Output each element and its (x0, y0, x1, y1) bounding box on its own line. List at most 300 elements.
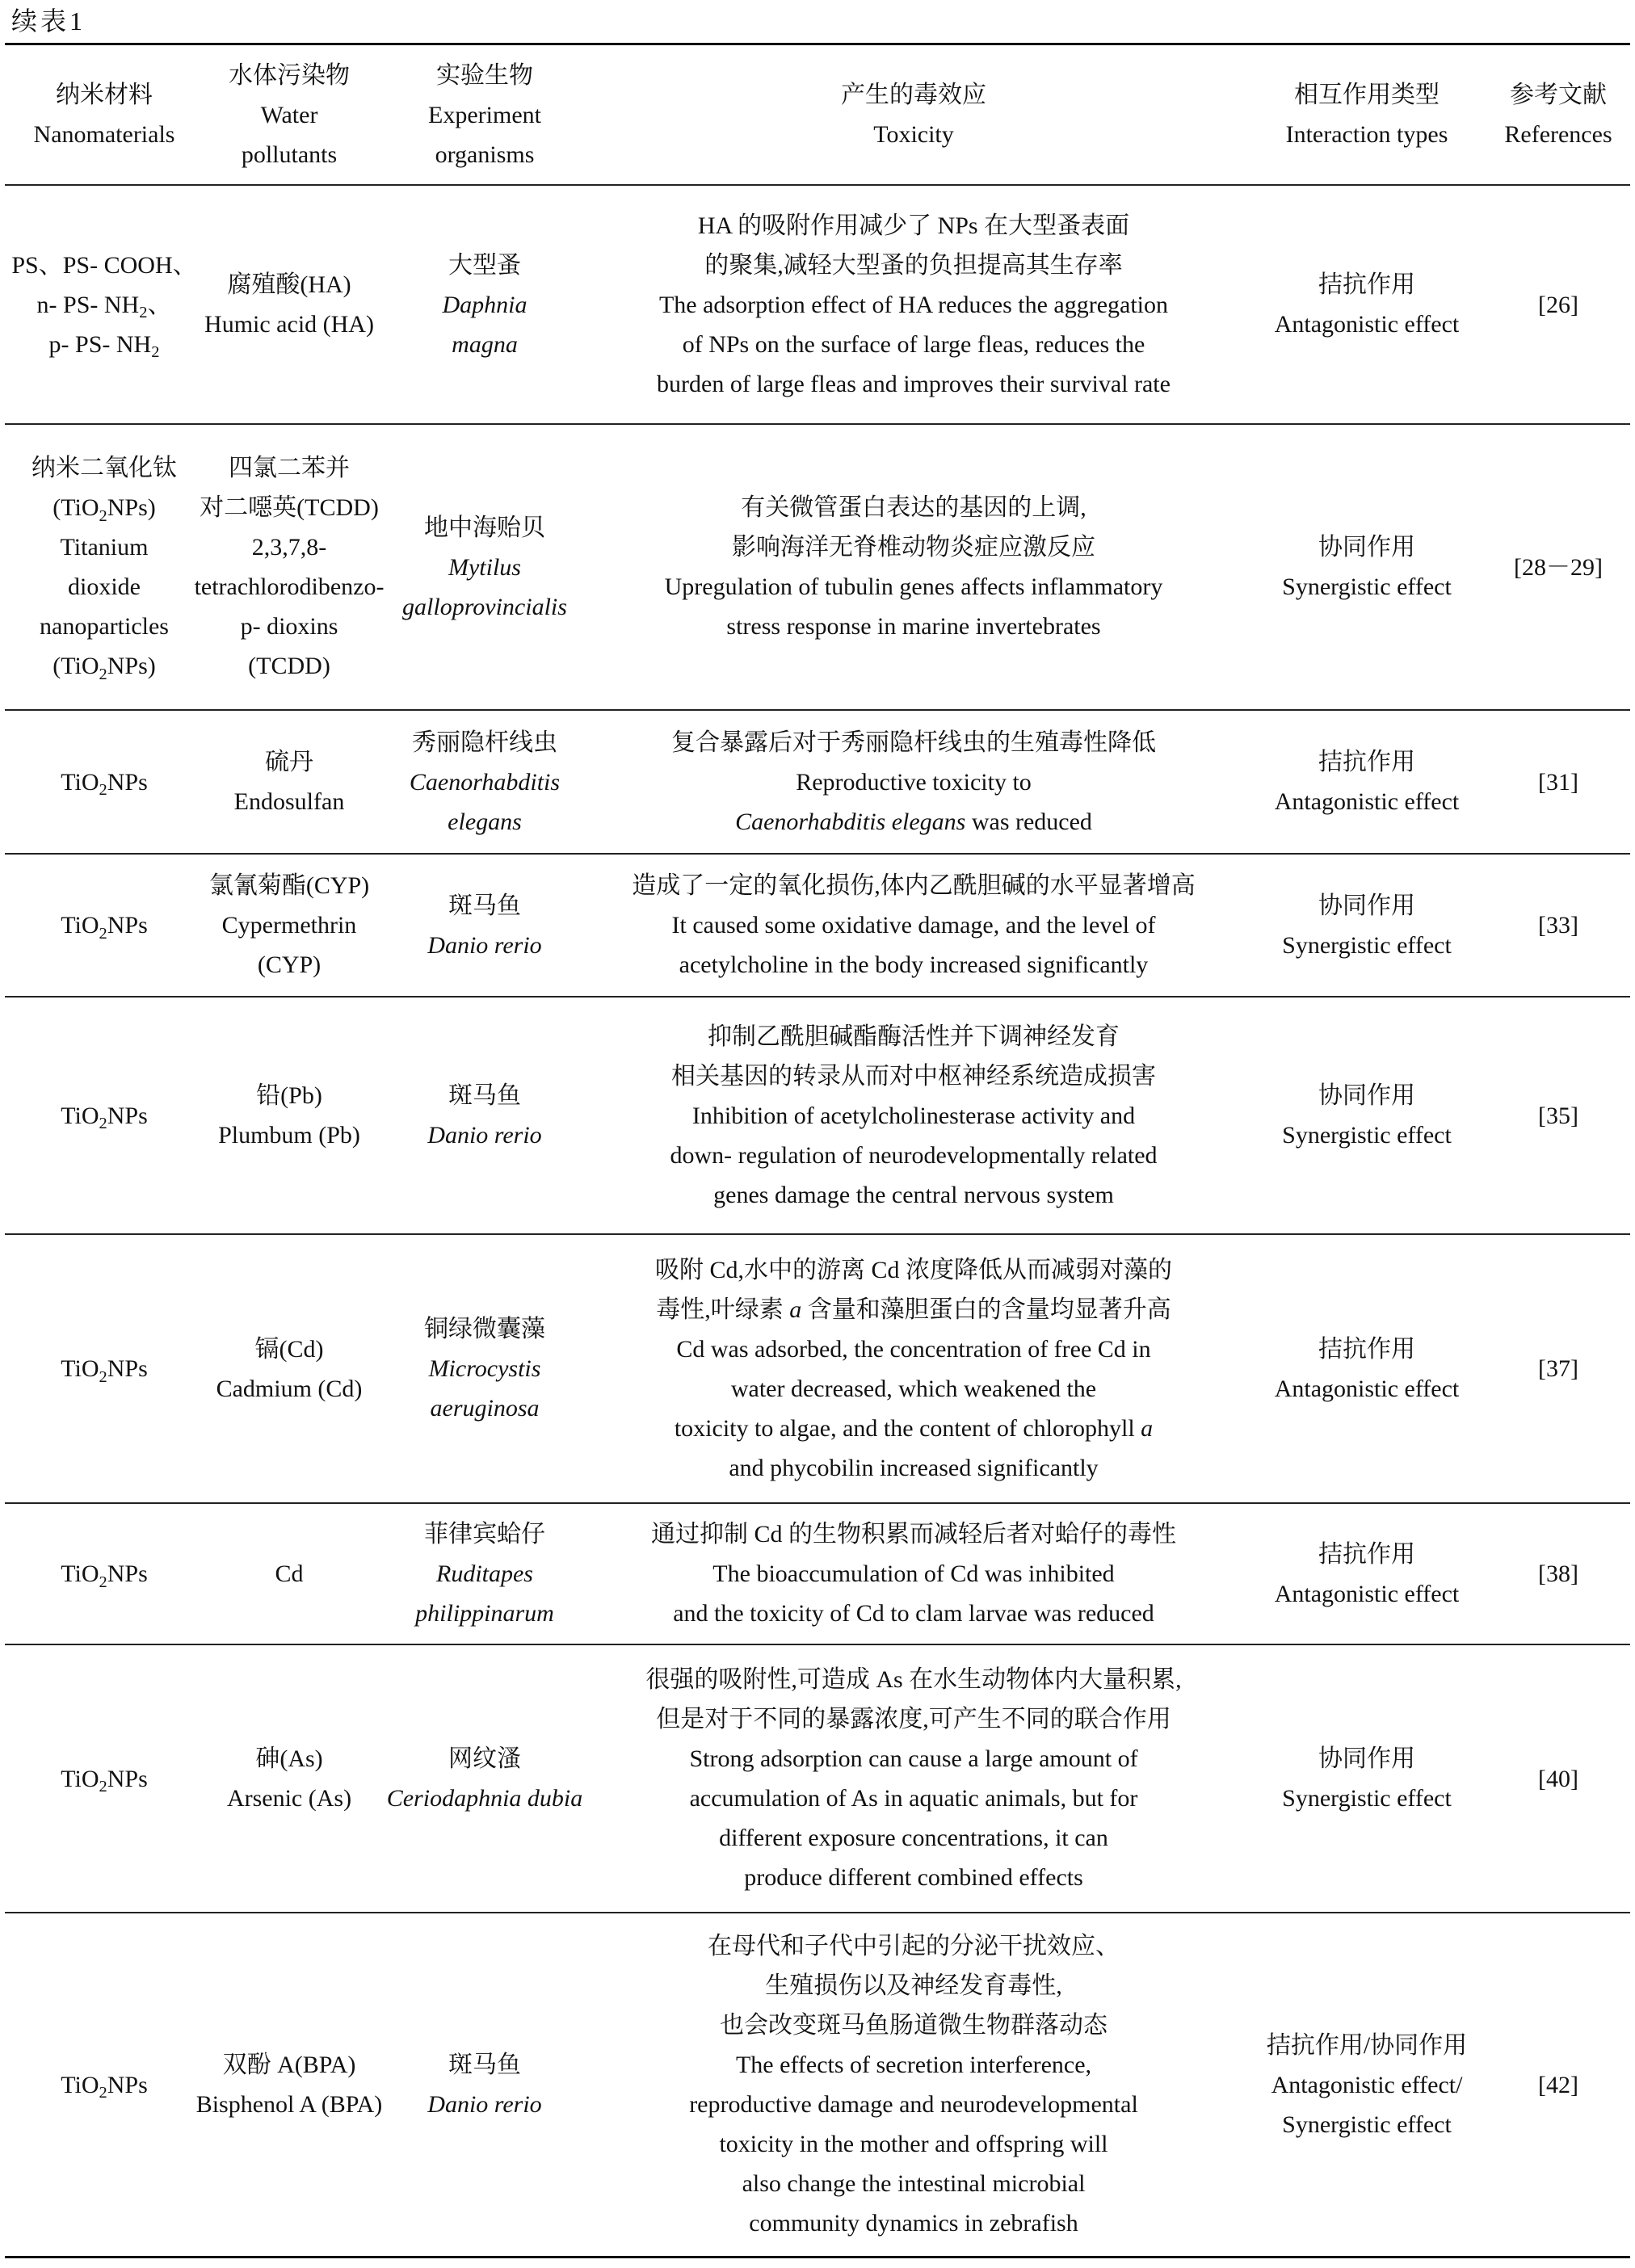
italic-text: Daphnia (442, 291, 527, 318)
line-text: Synergistic effect (1282, 931, 1452, 959)
table-row (5, 855, 1630, 998)
line-text: down- regulation of neurodevelopmentally related (670, 1141, 1158, 1169)
cell-line (375, 926, 595, 965)
header-cell-toxicity (595, 45, 1233, 184)
line-text: Endosulfan (233, 788, 345, 815)
cell-line (375, 762, 595, 802)
italic-text: aeruginosa (430, 1395, 540, 1422)
cell-line (1501, 1096, 1616, 1136)
line-text: It caused some oxidative damage, and the level of (671, 912, 1156, 939)
line-text: Titanium (60, 534, 149, 561)
subscript-text: 2 (151, 343, 160, 362)
line-text: Toxicity (873, 121, 954, 148)
cell-line (595, 1448, 1233, 1488)
table-row (5, 711, 1630, 855)
line-text: 影响海洋无脊椎动物炎症应激反应 (732, 534, 1095, 561)
cell-line (204, 945, 375, 985)
line-text (402, 587, 567, 627)
subscript-text: 2 (99, 1573, 107, 1591)
cell-line (375, 723, 595, 762)
line-text (61, 1349, 148, 1388)
line-text: [26] (1538, 291, 1578, 318)
cell-line (595, 1136, 1233, 1175)
cell-nanomaterials (5, 1645, 204, 1912)
cell-line (375, 1779, 595, 1818)
cell-line (595, 2203, 1233, 2243)
cell-line (1233, 782, 1501, 821)
line-text (427, 926, 541, 965)
cell-line (1233, 1574, 1501, 1614)
cell-line (204, 1115, 375, 1155)
italic-text: Danio rerio (427, 2091, 542, 2118)
cell-line (5, 75, 204, 115)
cell-line (595, 1858, 1233, 1897)
italic-text: Danio rerio (427, 1122, 542, 1149)
line-text: 拮抗作用 (1318, 271, 1415, 298)
line-text (415, 1594, 554, 1633)
line-text (448, 548, 521, 587)
line-text: Synergistic effect (1282, 1785, 1452, 1812)
line-text: 拮抗作用 (1318, 1540, 1415, 1568)
cell-line (204, 135, 375, 174)
line-text: genes damage the central nervous system (713, 1181, 1114, 1208)
line-text: [40] (1538, 1765, 1578, 1792)
line-text (53, 646, 155, 686)
cell-line (204, 1779, 375, 1818)
cell-line (1501, 1349, 1616, 1388)
line-text (61, 1554, 148, 1594)
cell-line (375, 2085, 595, 2124)
cell-pollutant (204, 1645, 375, 1912)
line-text: Antagonistic effect (1274, 1375, 1460, 1402)
line-text: 双酚 A(BPA) (222, 2052, 356, 2078)
cell-line (204, 304, 375, 344)
header-cell-nanomaterials (5, 45, 204, 184)
line-text: 硫丹 (265, 749, 313, 775)
cell-line (204, 95, 375, 135)
line-text: Antagonistic effect (1274, 311, 1460, 338)
cell-line (204, 1554, 375, 1594)
cell-line (375, 1594, 595, 1633)
line-text: 也会改变斑马鱼肠道微生物群落动态 (720, 2012, 1108, 2039)
cell-toxicity (595, 711, 1233, 853)
cell-interaction-type (1233, 186, 1501, 423)
cell-reference (1501, 855, 1616, 996)
line-text (61, 1759, 148, 1799)
line-text: Inhibition of acetylcholinesterase activity and (691, 1102, 1136, 1129)
cell-line (1233, 75, 1501, 115)
line-text: 地中海贻贝 (424, 514, 545, 541)
cell-toxicity (595, 1645, 1233, 1912)
cell-line (595, 2124, 1233, 2164)
line-text: Synergistic effect (1282, 2110, 1452, 2138)
cell-interaction-type (1233, 1645, 1501, 1912)
line-text: 网纹溞 (448, 1745, 521, 1772)
line-text: 菲律宾蛤仔 (424, 1521, 545, 1548)
cell-line (595, 802, 1233, 842)
cell-line (375, 508, 595, 548)
line-text (61, 2065, 148, 2105)
cell-line (595, 1017, 1233, 1056)
line-text (427, 1115, 541, 1155)
cell-line (595, 1739, 1233, 1779)
line-text: 在母代和子代中引起的分泌干扰效应、 (708, 1933, 1120, 1959)
line-text: 吸附 Cd,水中的游离 Cd 浓度降低从而减弱对藻的 (654, 1256, 1173, 1283)
cell-toxicity (595, 186, 1233, 423)
line-text: dioxide (68, 573, 141, 600)
cell-line (375, 802, 595, 842)
cell-line (5, 1759, 204, 1799)
cell-pollutant (204, 186, 375, 423)
cell-reference (1501, 1235, 1616, 1502)
cell-line (5, 2065, 204, 2105)
line-text: 抑制乙酰胆碱酯酶活性并下调神经发育 (708, 1023, 1120, 1050)
line-text: 相互作用类型 (1294, 82, 1440, 108)
text-segment: was reduced (965, 808, 1092, 835)
line-text: Cd (275, 1560, 304, 1587)
cell-line (595, 527, 1233, 567)
cell-line (1233, 926, 1501, 965)
line-text: [42] (1538, 2071, 1578, 2098)
cell-line (5, 607, 204, 646)
cell-line (1233, 1329, 1501, 1369)
cell-toxicity (595, 998, 1233, 1233)
text-segment: 含量和藻胆蛋白的含量均显著升高 (801, 1296, 1171, 1323)
line-text: and the toxicity of Cd to clam larvae was reduced (673, 1600, 1154, 1627)
cell-line (200, 488, 379, 527)
line-text (735, 802, 1092, 842)
cell-organism (375, 186, 595, 423)
table-row (5, 186, 1630, 425)
cell-line (1501, 2065, 1616, 2105)
cell-interaction-type (1233, 998, 1501, 1233)
cell-organism (375, 711, 595, 853)
cell-line (375, 1514, 595, 1554)
line-text (387, 1779, 583, 1818)
cell-nanomaterials (5, 1235, 204, 1502)
text-segment: NPs (107, 768, 148, 796)
cell-line (1233, 567, 1501, 607)
cell-line (5, 246, 204, 285)
cell-line (195, 2085, 383, 2124)
cell-line (1233, 742, 1501, 782)
line-text: reproductive damage and neurodevelopmental (689, 2091, 1138, 2118)
cell-line (1233, 2026, 1501, 2065)
cell-line (375, 1115, 595, 1155)
cell-line (5, 1096, 204, 1136)
header-cell-reference (1501, 45, 1616, 184)
line-text: 大型蚤 (448, 251, 521, 279)
text-segment: TiO (61, 2071, 99, 2098)
cell-reference (1501, 425, 1616, 709)
cell-line (1501, 762, 1616, 802)
cell-organism (375, 425, 595, 709)
cell-line (375, 1388, 595, 1428)
line-text: 参考文献 (1510, 82, 1607, 108)
cell-reference (1501, 1504, 1616, 1644)
line-text (61, 1096, 148, 1136)
cell-line (595, 1818, 1233, 1858)
cell-line (1233, 886, 1501, 926)
cell-reference (1501, 711, 1616, 853)
line-text: 很强的吸附性,可造成 As 在水生动物体内大量积累, (645, 1666, 1182, 1693)
line-text: Synergistic effect (1282, 1122, 1452, 1149)
table-row (5, 1504, 1630, 1645)
line-text (675, 1409, 1153, 1448)
italic-text: a (789, 1296, 802, 1323)
text-segment: NPs (107, 2071, 148, 2098)
cell-line (595, 206, 1233, 246)
line-text: Bisphenol A (BPA) (195, 2091, 383, 2118)
line-text: HA 的吸附作用减少了 NPs 在大型蚤表面 (697, 212, 1130, 239)
text-segment: NPs (107, 1102, 148, 1129)
text-segment: TiO (61, 1765, 99, 1792)
cell-line (595, 1369, 1233, 1409)
line-text: Experiment (428, 101, 541, 128)
cell-organism (375, 1913, 595, 2256)
subscript-text: 2 (99, 665, 107, 683)
cell-line (1233, 1779, 1501, 1818)
line-text: Cypermethrin (221, 912, 357, 939)
cell-line (595, 115, 1233, 154)
cell-line (375, 2045, 595, 2085)
cell-pollutant (204, 998, 375, 1233)
cell-line (375, 285, 595, 325)
line-text: 有关微管蛋白表达的基因的上调, (741, 494, 1086, 521)
cell-line (204, 607, 375, 646)
cell-nanomaterials (5, 855, 204, 996)
line-text: Reproductive toxicity to (796, 768, 1032, 796)
cell-line (204, 448, 375, 488)
cell-toxicity (595, 855, 1233, 996)
cell-line (595, 1290, 1233, 1329)
line-text: Upregulation of tubulin genes affects inflammatory (664, 573, 1163, 600)
line-text (452, 325, 518, 364)
line-text: Humic acid (HA) (204, 311, 374, 338)
line-text: 拮抗作用 (1318, 749, 1415, 775)
cell-line (204, 265, 375, 304)
cell-line (5, 762, 204, 802)
subscript-text: 2 (99, 2084, 107, 2102)
cell-line (204, 1369, 375, 1409)
line-text: 复合暴露后对于秀丽隐杆线虫的生殖毒性降低 (671, 729, 1156, 756)
line-text (37, 285, 172, 325)
cell-line (5, 285, 204, 325)
subscript-text: 2 (99, 506, 107, 525)
line-text: 铅(Pb) (256, 1082, 322, 1109)
text-segment: NPs) (107, 494, 156, 521)
line-text: 2,3,7,8- (251, 534, 327, 561)
line-text: 秀丽隐杆线虫 (412, 729, 557, 756)
text-segment: NPs (107, 912, 148, 939)
cell-nanomaterials (5, 425, 204, 709)
line-text: (TCDD) (248, 653, 330, 679)
cell-line (1233, 265, 1501, 304)
cell-line (204, 742, 375, 782)
cell-line (375, 95, 595, 135)
line-text: 造成了一定的氧化损伤,体内乙酰胆碱的水平显著增高 (632, 872, 1196, 899)
line-text: 生殖损伤以及神经发育毒性, (765, 1972, 1062, 1999)
line-text (49, 325, 160, 364)
text-segment: n- PS- NH (36, 291, 140, 318)
line-text (448, 802, 522, 842)
cell-line (595, 567, 1233, 607)
cell-toxicity (595, 425, 1233, 709)
cell-line (204, 1076, 375, 1115)
table-row (5, 998, 1630, 1235)
line-text: 氯氰菊酯(CYP) (208, 872, 370, 899)
cell-interaction-type (1233, 855, 1501, 996)
header-cell-interaction-type (1233, 45, 1501, 184)
line-text: 拮抗作用/协同作用 (1266, 2031, 1468, 2059)
cell-line (595, 1594, 1233, 1633)
text-segment: (TiO (53, 494, 99, 521)
cell-line (595, 762, 1233, 802)
cell-reference (1501, 1913, 1616, 2256)
italic-text: Ceriodaphnia dubia (386, 1785, 583, 1812)
text-segment: TiO (61, 1560, 99, 1587)
line-text: Synergistic effect (1282, 573, 1452, 600)
cell-line (204, 1329, 375, 1369)
cell-line (1233, 115, 1501, 154)
text-segment: TiO (61, 1102, 99, 1129)
cell-line (1233, 304, 1501, 344)
text-segment: p- PS- NH (48, 330, 152, 358)
text-segment: (TiO (53, 653, 99, 679)
cell-organism (375, 1645, 595, 1912)
line-text: also change the intestinal microbial (742, 2170, 1086, 2197)
line-text: and phycobilin increased significantly (729, 1454, 1099, 1481)
text-segment: TiO (61, 1355, 99, 1382)
cell-line (5, 448, 204, 488)
line-text: 腐殖酸(HA) (227, 271, 351, 298)
line-text: 纳米材料 (56, 82, 153, 108)
cell-line (595, 2085, 1233, 2124)
cell-reference (1501, 186, 1616, 423)
cell-line (1501, 1554, 1616, 1594)
cell-line (204, 866, 375, 905)
cell-line (595, 1250, 1233, 1290)
cell-line (375, 1739, 595, 1779)
cell-line (595, 1699, 1233, 1739)
cell-interaction-type (1233, 425, 1501, 709)
line-text: accumulation of As in aquatic animals, but for (689, 1785, 1138, 1812)
line-text: different exposure concentrations, it can (719, 1825, 1108, 1851)
data-table (5, 43, 1630, 2258)
line-text: [28－29] (1514, 553, 1603, 581)
cell-line (595, 1514, 1233, 1554)
cell-line (595, 1175, 1233, 1215)
italic-text: Mytilus (448, 553, 521, 581)
subscript-text: 2 (99, 924, 107, 943)
subscript-text: 2 (99, 1367, 107, 1386)
text-segment: NPs) (107, 653, 156, 679)
cell-nanomaterials (5, 186, 204, 423)
italic-text: magna (452, 330, 518, 358)
cell-line (595, 866, 1233, 905)
table-row (5, 425, 1630, 711)
cell-line (5, 527, 204, 567)
line-text: tetrachlorodibenzo- (194, 573, 385, 600)
line-text: p- dioxins (240, 613, 338, 640)
cell-organism (375, 855, 595, 996)
cell-toxicity (595, 1913, 1233, 2256)
cell-line (204, 527, 375, 567)
italic-text: elegans (448, 808, 522, 835)
line-text: (CYP) (257, 951, 322, 978)
table-caption: 续表1 (11, 6, 86, 36)
cell-line (194, 567, 385, 607)
cell-line (375, 135, 595, 174)
line-text: Antagonistic effect (1274, 1580, 1460, 1607)
line-text (410, 762, 560, 802)
cell-interaction-type (1233, 1504, 1501, 1644)
line-text: Arsenic (As) (226, 1785, 352, 1812)
cell-line (204, 782, 375, 821)
cell-line (5, 488, 204, 527)
cell-interaction-type (1233, 711, 1501, 853)
cell-pollutant (204, 711, 375, 853)
line-text (431, 1388, 540, 1428)
cell-pollutant (204, 1504, 375, 1644)
subscript-text: 2 (99, 1778, 107, 1796)
cell-line (1501, 115, 1616, 154)
cell-organism (375, 998, 595, 1233)
line-text: 相关基因的转录从而对中枢神经系统造成损害 (671, 1062, 1156, 1090)
cell-toxicity (595, 1235, 1233, 1502)
cell-line (595, 1329, 1233, 1369)
line-text: The adsorption effect of HA reduces the aggregation (658, 291, 1169, 318)
line-text (443, 285, 527, 325)
text-segment: NPs (107, 1355, 148, 1382)
line-text: 协同作用 (1318, 892, 1415, 919)
cell-line (595, 488, 1233, 527)
line-text: Water (260, 101, 318, 128)
cell-line (1233, 527, 1501, 567)
line-text: community dynamics in zebrafish (749, 2210, 1078, 2236)
line-text: [37] (1538, 1355, 1578, 1382)
line-text: 协同作用 (1318, 1082, 1415, 1109)
cell-line (1233, 1115, 1501, 1155)
line-text: 拮抗作用 (1318, 1335, 1415, 1363)
cell-line (1233, 2105, 1501, 2144)
cell-line (1501, 548, 1616, 587)
cell-line (595, 325, 1233, 364)
cell-line (595, 1779, 1233, 1818)
italic-text: a (1141, 1414, 1154, 1442)
line-text: water decreased, which weakened the (730, 1375, 1097, 1402)
cell-line (5, 115, 204, 154)
line-text: Antagonistic effect/ (1271, 2071, 1463, 2098)
cell-line (375, 1309, 595, 1349)
cell-line (595, 1660, 1233, 1699)
table-row (5, 1913, 1630, 2258)
text-segment: toxicity to algae, and the content of chlorophyll (674, 1414, 1141, 1442)
table-header-row (5, 45, 1630, 186)
cell-organism (375, 1504, 595, 1644)
line-text: Nanomaterials (33, 121, 175, 148)
italic-text: Microcystis (428, 1355, 541, 1382)
line-text: toxicity in the mother and offspring will (719, 2131, 1108, 2157)
italic-text: Ruditapes (436, 1560, 533, 1587)
line-text: [35] (1538, 1102, 1578, 1129)
cell-line (595, 1096, 1233, 1136)
line-text (656, 1290, 1171, 1329)
italic-text: galloprovincialis (402, 593, 567, 620)
cell-line (375, 1554, 595, 1594)
text-segment: TiO (61, 768, 99, 796)
cell-line (1501, 905, 1616, 945)
